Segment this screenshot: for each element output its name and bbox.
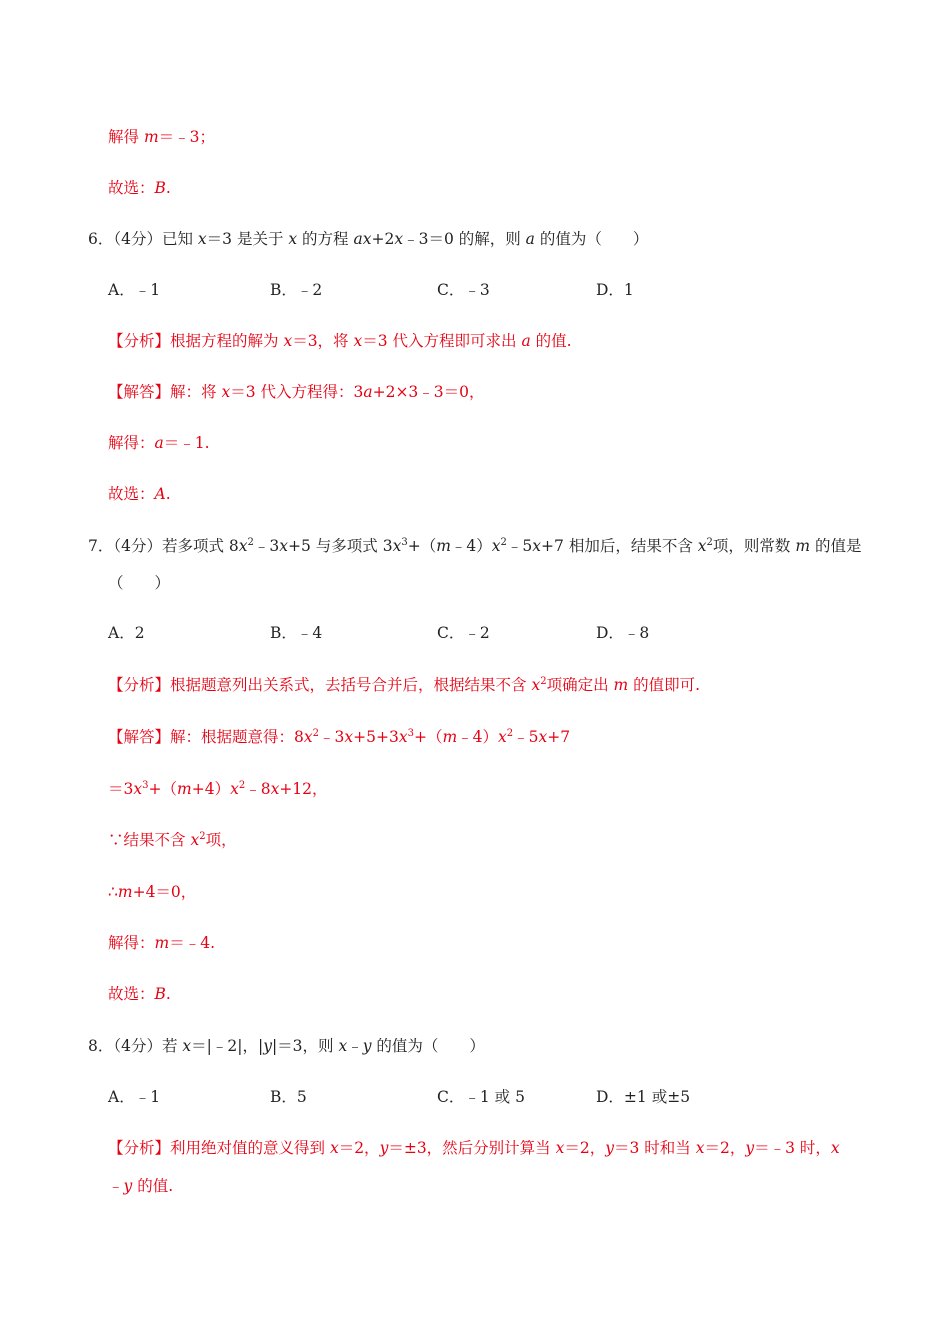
q6-stem: 6．（4分）已知 x＝3 是关于 x 的方程 ax+2x﹣3＝0 的解，则 a 的值为（ ） (88, 230, 649, 248)
q7-stem-line2: （ ） (108, 574, 171, 592)
q6-analysis: 【分析】根据方程的解为 x＝3，将 x＝3 代入方程即可求出 a 的值. (108, 332, 572, 350)
q7-step3: ∵结果不含 $x^2$项， (108, 831, 237, 849)
q7-step2: $=3x^3+(m+4)x^2﹣8x+12$， (108, 780, 328, 798)
q6-option-a: A．﹣1 (108, 281, 161, 299)
q7-answer: 【解答】解：根据题意得：$8x^2﹣3x+5+3x^3+(m﹣4)x^2﹣5x+7$ (108, 728, 571, 746)
q8-analysis-line2: ﹣y 的值. (108, 1177, 174, 1195)
q6-answer: 【解答】解：将 x＝3 代入方程得：3a+2×3﹣3＝0， (108, 383, 485, 401)
q6-option-d: D．1 (596, 281, 634, 299)
q6-choose: 故选：A. (108, 485, 171, 503)
q5-choose-line: 故选：B. (108, 179, 171, 197)
q5-solve-line: 解得 m＝﹣3； (108, 128, 216, 146)
q7-option-c: C．﹣2 (437, 624, 490, 642)
q8-option-d: D．±1 或±5 (596, 1088, 691, 1106)
q7-stem: 7．（4分）若多项式 $8x^2﹣3x+5$ 与多项式 $3x^3+(m﹣4)x^2﹣5x+7$ 相加后，结果不含 $x^2$项，则常数 m 的值是 (88, 537, 862, 555)
q7-choose: 故选：B. (108, 985, 171, 1003)
q7-option-d: D．﹣8 (596, 624, 650, 642)
q8-analysis: 【分析】利用绝对值的意义得到 x＝2，y＝±3，然后分别计算当 x＝2，y＝3 时和当 x＝2，y＝﹣3 时，x (108, 1139, 840, 1157)
q7-solve: 解得：m＝﹣4. (108, 934, 216, 952)
q7-analysis: 【分析】根据题意列出关系式，去括号合并后，根据结果不含 $x^2$项确定出 m 的值即可. (108, 676, 701, 694)
q7-step4: ∴m+4＝0， (108, 883, 197, 901)
q6-option-c: C．﹣3 (437, 281, 490, 299)
q7-option-b: B．﹣4 (270, 624, 323, 642)
q6-solve: 解得：a＝﹣1. (108, 434, 210, 452)
q8-option-a: A．﹣1 (108, 1088, 161, 1106)
q8-stem: 8．（4分）若 x＝|﹣2|，|y|＝3，则 x﹣y 的值为（ ） (88, 1037, 485, 1055)
q6-option-b: B．﹣2 (270, 281, 323, 299)
q8-option-c: C．﹣1 或 5 (437, 1088, 525, 1106)
q7-option-a: A．2 (108, 624, 145, 642)
q8-option-b: B．5 (270, 1088, 307, 1106)
